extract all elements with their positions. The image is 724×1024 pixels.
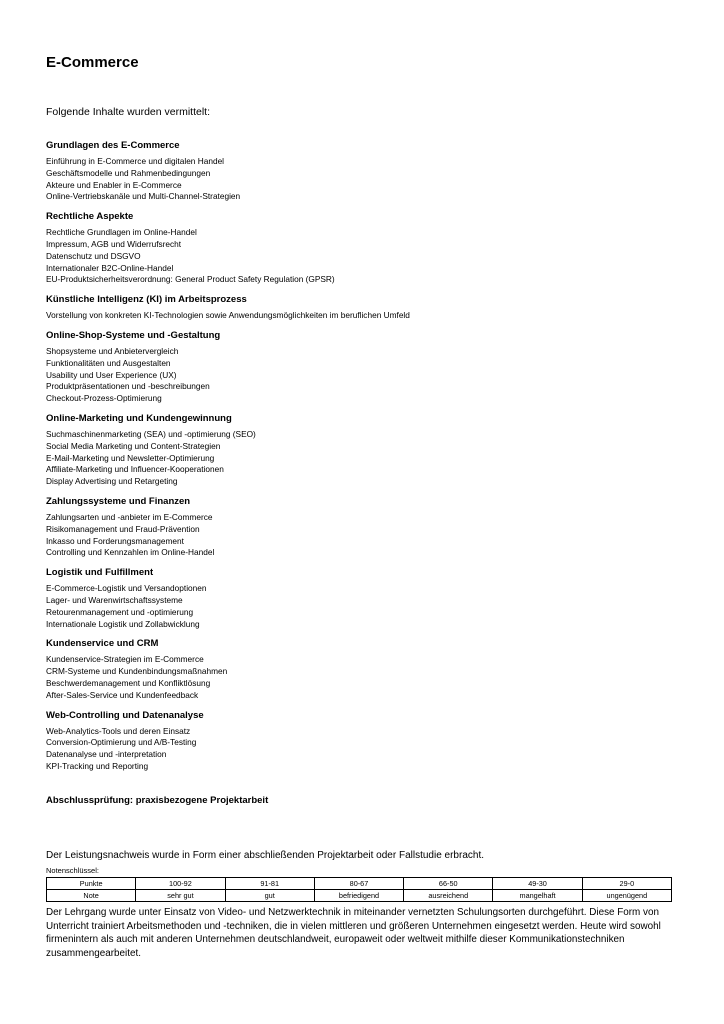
section-heading: Online-Shop-Systeme und -Gestaltung [46, 329, 221, 341]
list-item: After-Sales-Service und Kundenfeedback [46, 689, 199, 700]
table-cell: 66-50 [404, 878, 493, 890]
table-cell: 91-81 [225, 878, 314, 890]
table-cell: ausreichend [404, 890, 493, 902]
intro-text: Folgende Inhalte wurden vermittelt: [46, 106, 211, 118]
list-item: Social Media Marketing und Content-Strategien [46, 440, 221, 451]
list-item: Affiliate-Marketing und Influencer-Kooperationen [46, 464, 224, 475]
list-item: Controlling und Kennzahlen im Online-Handel [46, 547, 215, 558]
table-cell: gut [225, 890, 314, 902]
curriculum-sections [46, 140, 686, 781]
section-heading: Kundenservice und CRM [46, 638, 159, 650]
section-heading: Grundlagen des E-Commerce [46, 140, 180, 151]
list-item: Produktpräsentationen und -beschreibungen [46, 381, 210, 392]
assessment-text: Der Leistungsnachweis wurde in Form einer abschließenden Projektarbeit oder Fallstudie erbracht. [46, 850, 484, 861]
list-item: Lager- und Warenwirtschaftssysteme [46, 594, 183, 605]
table-cell: 100-92 [136, 878, 225, 890]
section-heading: Künstliche Intelligenz (KI) im Arbeitsprozess [46, 294, 247, 306]
section [46, 710, 686, 773]
exam-heading: Abschlussprüfung: praxisbezogene Projektarbeit [46, 795, 269, 806]
list-item: Retourenmanagement und -optimierung [46, 606, 194, 617]
table-row [47, 890, 672, 902]
list-item: Usability und User Experience (UX) [46, 369, 177, 380]
list-item: E-Commerce-Logistik und Versandoptionen [46, 583, 207, 594]
list-item: Web-Analytics-Tools und deren Einsatz [46, 725, 191, 736]
page-title: E-Commerce [46, 54, 139, 71]
grading-table [46, 877, 672, 902]
table-row [47, 878, 672, 890]
table-cell: Punkte [47, 878, 136, 890]
list-item: Checkout-Prozess-Optimierung [46, 393, 162, 404]
list-item: Impressum, AGB und Widerrufsrecht [46, 238, 182, 249]
list-item: Inkasso und Forderungsmanagement [46, 535, 184, 546]
list-item: Risikomanagement und Fraud-Prävention [46, 523, 200, 534]
section [46, 211, 686, 286]
list-item: Internationaler B2C-Online-Handel [46, 262, 174, 273]
section-heading: Online-Marketing und Kundengewinnung [46, 412, 232, 424]
list-item: Datenschutz und DSGVO [46, 250, 141, 261]
list-item: Beschwerdemanagement und Konfliktlösung [46, 677, 211, 688]
grading-scale-label: Notenschlüssel: [46, 866, 99, 875]
list-item: Suchmaschinenmarketing (SEA) und -optimierung (SEO) [46, 428, 256, 439]
list-item: Online-Vertriebskanäle und Multi-Channel-Strategien [46, 191, 241, 202]
table-cell: Note [47, 890, 136, 902]
list-item: Datenanalyse und -interpretation [46, 749, 167, 760]
list-item: Kundenservice-Strategien im E-Commerce [46, 654, 204, 665]
list-item: EU-Produktsicherheitsverordnung: General Product Safety Regulation (GPSR) [46, 274, 335, 285]
list-item: Rechtliche Grundlagen im Online-Handel [46, 227, 197, 238]
table-cell: 49-30 [493, 878, 582, 890]
table-cell: befriedigend [314, 890, 403, 902]
section-heading: Logistik und Fulfillment [46, 567, 154, 579]
list-item: Funktionalitäten und Ausgestalten [46, 357, 171, 368]
table-cell: mangelhaft [493, 890, 582, 902]
list-item: CRM-Systeme und Kundenbindungsmaßnahmen [46, 666, 228, 677]
list-item: Internationale Logistik und Zollabwicklung [46, 618, 200, 629]
list-item: KPI-Tracking und Reporting [46, 760, 149, 771]
section [46, 330, 686, 405]
list-item: Geschäftsmodelle und Rahmenbedingungen [46, 167, 211, 178]
list-item: Akteure und Enabler in E-Commerce [46, 179, 182, 190]
section [46, 567, 686, 630]
table-cell: 80-67 [314, 878, 403, 890]
list-item: Display Advertising und Retargeting [46, 476, 178, 487]
list-item: Vorstellung von konkreten KI-Technologien sowie Anwendungsmöglichkeiten im beruflichen Umfeld [46, 310, 410, 321]
section [46, 413, 686, 488]
list-item: Conversion-Optimierung und A/B-Testing [46, 737, 197, 748]
table-cell: sehr gut [136, 890, 225, 902]
table-cell: ungenügend [582, 890, 671, 902]
section [46, 496, 686, 559]
list-item: Einführung in E-Commerce und digitalen Handel [46, 156, 225, 166]
section [46, 294, 686, 322]
list-item: Zahlungsarten und -anbieter im E-Commerce [46, 511, 213, 522]
section-heading: Zahlungssysteme und Finanzen [46, 495, 191, 507]
list-item: E-Mail-Marketing und Newsletter-Optimierung [46, 452, 215, 463]
section-heading: Rechtliche Aspekte [46, 211, 134, 223]
section [46, 638, 686, 701]
section [46, 140, 686, 203]
table-cell: 29-0 [582, 878, 671, 890]
list-item: Shopsysteme und Anbietervergleich [46, 345, 179, 356]
closing-paragraph: Der Lehrgang wurde unter Einsatz von Video- und Netzwerktechnik in miteinander vernetzten Schulungsorten durchgeführt. Diese Form von Unterricht trainiert Arbeitsmethoden und -techniken, die in vielen mittleren und größeren Unternehmen eingesetzt werden. Heute wird sowohl firmenintern als auch mit anderen Unternehmen deutschlandweit, europaweit oder weltweit mithilfe dieser Kommunikationstechniken zusammengearbeitet. [46, 907, 661, 959]
section-heading: Web-Controlling und Datenanalyse [46, 709, 204, 721]
